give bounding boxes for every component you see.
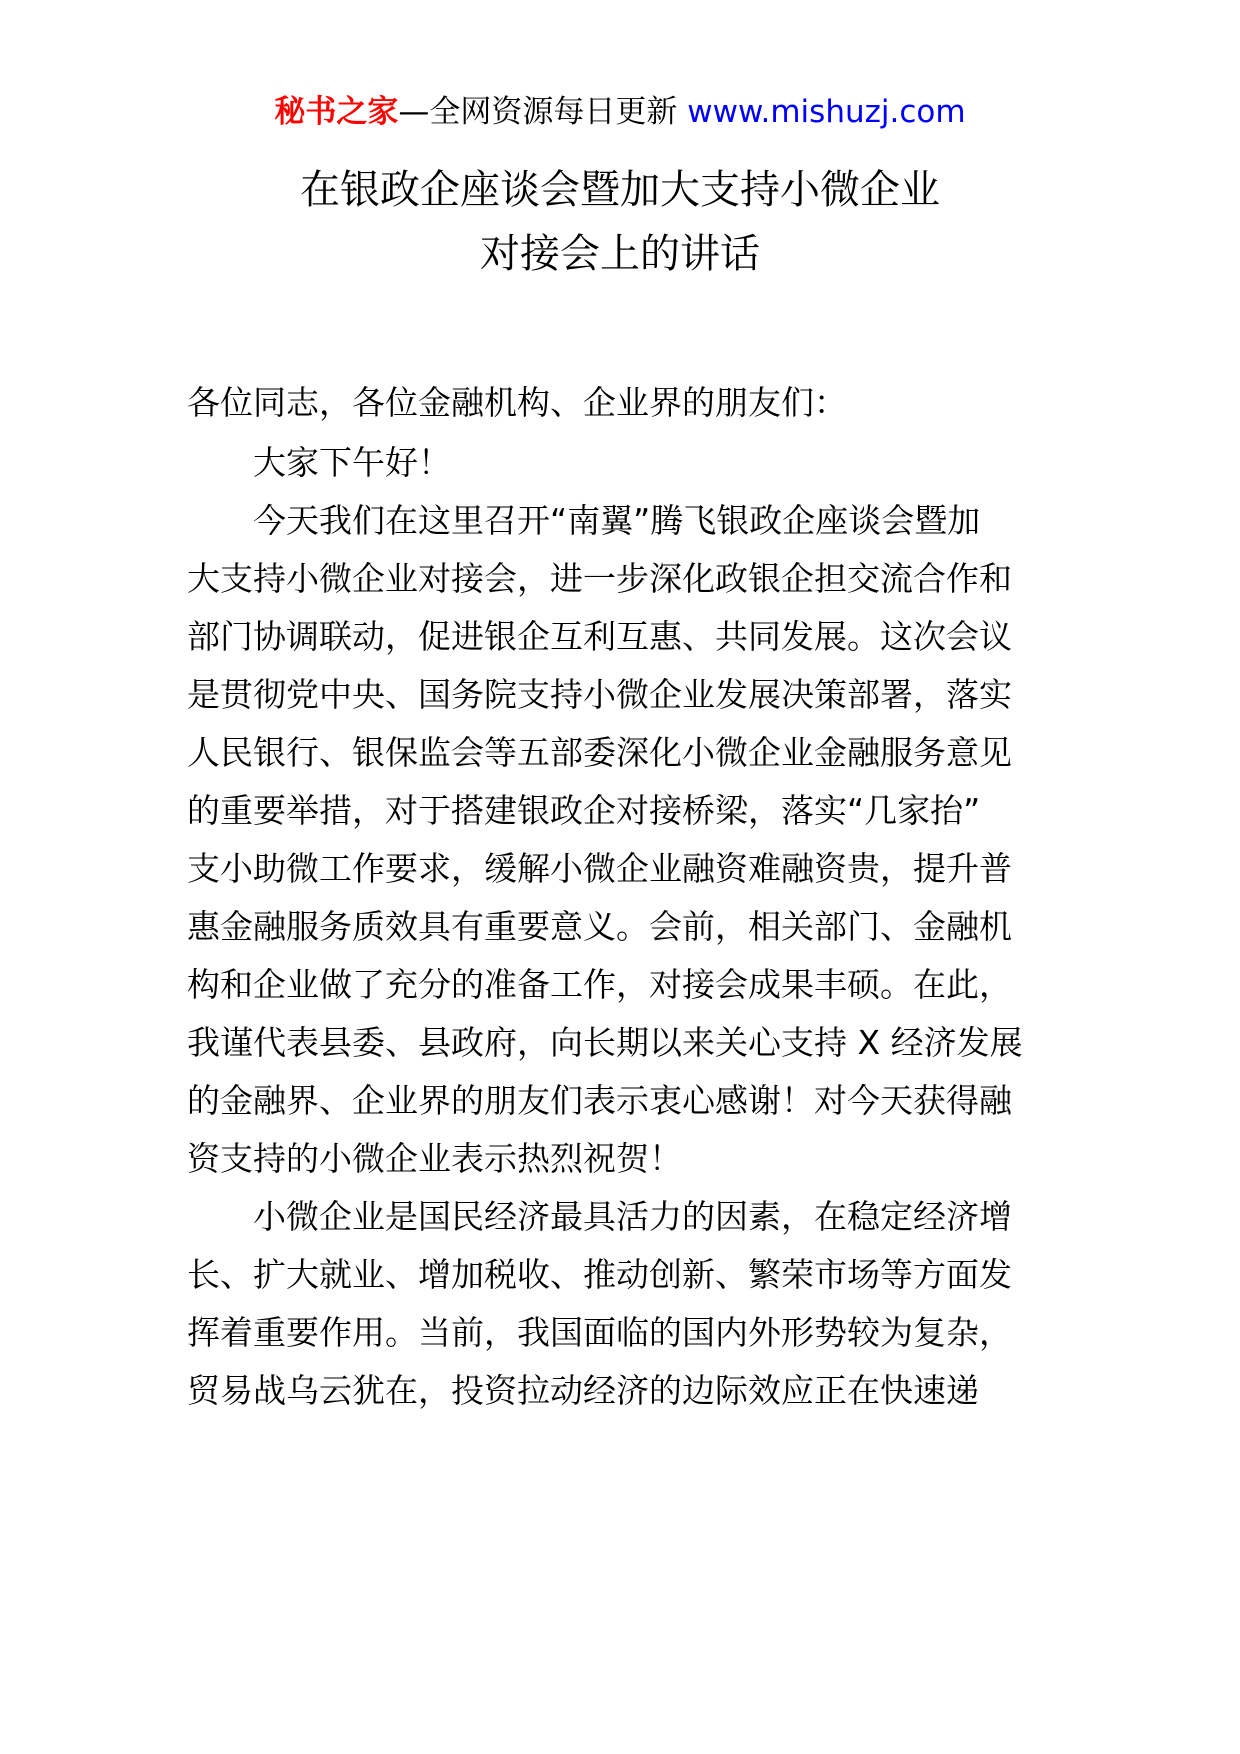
salutation: 各位同志，各位金融机构、企业界的朋友们： [187, 383, 847, 422]
body-line: 我谨代表县委、县政府，向长期以来关心支持 X 经济发展 [187, 1023, 1023, 1062]
body-line: 的重要举措，对于搭建银政企对接桥梁，落实“几家抬” [187, 791, 981, 830]
body-line: 支小助微工作要求，缓解小微企业融资难融资贵，提升普 [187, 849, 1012, 888]
body-line: 挥着重要作用。当前，我国面临的国内外形势较为复杂， [187, 1313, 1012, 1352]
site-url-link[interactable]: www.mishuzj.com [687, 94, 966, 130]
body-line: 贸易战乌云犹在，投资拉动经济的边际效应正在快速递 [187, 1371, 979, 1410]
body-line: 惠金融服务质效具有重要意义。会前，相关部门、金融机 [187, 907, 1012, 946]
body-line: 今天我们在这里召开“南翼”腾飞银政企座谈会暨加 [187, 501, 981, 540]
body-line: 长、扩大就业、增加税收、推动创新、繁荣市场等方面发 [187, 1255, 1012, 1294]
document-title-line-1: 在银政企座谈会暨加大支持小微企业 [300, 167, 940, 213]
body-line: 构和企业做了充分的准备工作，对接会成果丰硕。在此， [187, 965, 1012, 1004]
body-line: 小微企业是国民经济最具活力的因素，在稳定经济增 [187, 1197, 1012, 1236]
body-line: 人民银行、银保监会等五部委深化小微企业金融服务意见 [187, 733, 1012, 772]
body-line: 部门协调联动，促进银企互利互惠、共同发展。这次会议 [187, 617, 1012, 656]
header-tagline: —全网资源每日更新 [398, 94, 688, 130]
body-line: 是贯彻党中央、国务院支持小微企业发展决策部署，落实 [187, 675, 1012, 714]
body-line: 大家下午好！ [187, 443, 451, 482]
body-line: 大支持小微企业对接会，进一步深化政银企担交流合作和 [187, 559, 1012, 598]
brand-name: 秘书之家 [274, 94, 399, 130]
body-line: 资支持的小微企业表示热烈祝贺！ [187, 1139, 682, 1178]
body-line: 的金融界、企业界的朋友们表示衷心感谢！对今天获得融 [187, 1081, 1012, 1120]
watermark-header [0, 92, 1240, 132]
document-title-line-2: 对接会上的讲话 [480, 231, 760, 277]
